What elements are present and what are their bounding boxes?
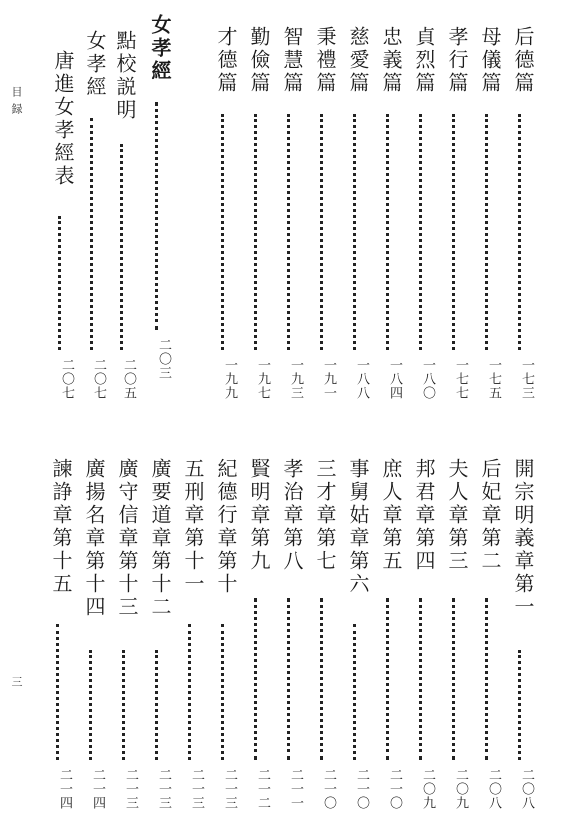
entry-title: 孝行篇 <box>445 26 469 95</box>
entry-title: 唐進女孝經表 <box>51 50 75 188</box>
entry-title: 庶人章第五 <box>379 458 403 573</box>
page-number: 二〇八 <box>519 768 534 810</box>
dot-leader <box>221 114 224 350</box>
entry-title: 點校説明 <box>113 30 137 122</box>
entry-title: 秉禮篇 <box>313 26 337 95</box>
page-number: 二一三 <box>123 768 138 810</box>
dot-leader <box>419 114 422 350</box>
entry-title: 賢明章第九 <box>247 458 271 573</box>
dot-leader <box>155 102 158 330</box>
dot-leader <box>386 114 389 350</box>
page-number: 二〇九 <box>420 768 435 810</box>
page-number: 二一三 <box>222 768 237 810</box>
dot-leader <box>518 650 521 760</box>
dot-leader <box>254 114 257 350</box>
entry-title: 開宗明義章第一 <box>511 458 535 619</box>
dot-leader <box>485 598 488 760</box>
dot-leader <box>419 598 422 760</box>
entry-title: 忠義篇 <box>379 26 403 95</box>
side-label: 目録 <box>10 86 23 120</box>
dot-leader <box>120 144 123 350</box>
page-number: 二〇九 <box>453 768 468 810</box>
dot-leader <box>58 216 61 350</box>
page-number: 二〇七 <box>59 358 74 400</box>
entry-title: 廣守信章第十三 <box>115 458 139 619</box>
folio-number: 三 <box>10 676 23 693</box>
dot-leader <box>287 598 290 760</box>
page-number: 一七七 <box>453 358 468 400</box>
entry-title: 廣揚名章第十四 <box>82 458 106 619</box>
page-number: 二一四 <box>90 768 105 810</box>
page-number: 二〇五 <box>121 358 136 400</box>
page-number: 一九九 <box>222 358 237 400</box>
entry-title: 智慧篇 <box>280 26 304 95</box>
dot-leader <box>320 598 323 760</box>
page-number: 二一一 <box>288 768 303 810</box>
entry-title: 事舅姑章第六 <box>346 458 370 596</box>
dot-leader <box>155 650 158 760</box>
page-number: 二一三 <box>156 768 171 810</box>
entry-title: 才德篇 <box>214 26 238 95</box>
page-number: 二〇三 <box>156 338 171 380</box>
dot-leader <box>353 624 356 760</box>
entry-title: 諫諍章第十五 <box>49 458 73 596</box>
page-number: 二一〇 <box>387 768 402 810</box>
entry-title: 廣要道章第十二 <box>148 458 172 619</box>
page-number: 二一〇 <box>321 768 336 810</box>
page-number: 二一四 <box>57 768 72 810</box>
page-number: 一九七 <box>255 358 270 400</box>
dot-leader <box>353 114 356 350</box>
dot-leader <box>89 650 92 760</box>
dot-leader <box>386 598 389 760</box>
dot-leader <box>221 624 224 760</box>
dot-leader <box>287 114 290 350</box>
page-number: 二一〇 <box>354 768 369 810</box>
dot-leader <box>452 598 455 760</box>
dot-leader <box>56 624 59 760</box>
page-number: 一八八 <box>354 358 369 400</box>
page-number: 一九一 <box>321 358 336 400</box>
entry-title: 三才章第七 <box>313 458 337 573</box>
page-number: 一七三 <box>519 358 534 400</box>
page-number: 二一二 <box>255 768 270 810</box>
page-number: 二〇八 <box>486 768 501 810</box>
page-number: 一七五 <box>486 358 501 400</box>
entry-title: 夫人章第三 <box>445 458 469 573</box>
entry-title: 女孝經 <box>148 14 172 83</box>
dot-leader <box>122 650 125 760</box>
dot-leader <box>518 114 521 350</box>
entry-title: 紀德行章第十 <box>214 458 238 596</box>
entry-title: 勤儉篇 <box>247 26 271 95</box>
entry-title: 慈愛篇 <box>346 26 370 95</box>
page-number: 二〇七 <box>91 358 106 400</box>
dot-leader <box>90 118 93 350</box>
entry-title: 邦君章第四 <box>412 458 436 573</box>
page-number: 一八〇 <box>420 358 435 400</box>
page-number: 一九三 <box>288 358 303 400</box>
entry-title: 后德篇 <box>511 26 535 95</box>
dot-leader <box>254 598 257 760</box>
dot-leader <box>452 114 455 350</box>
page-number: 一八四 <box>387 358 402 400</box>
entry-title: 后妃章第二 <box>478 458 502 573</box>
entry-title: 貞烈篇 <box>412 26 436 95</box>
entry-title: 孝治章第八 <box>280 458 304 573</box>
dot-leader <box>485 114 488 350</box>
dot-leader <box>320 114 323 350</box>
entry-title: 女孝經 <box>83 30 107 99</box>
entry-title: 五刑章第十一 <box>181 458 205 596</box>
dot-leader <box>188 624 191 760</box>
page-number: 二一三 <box>189 768 204 810</box>
entry-title: 母儀篇 <box>478 26 502 95</box>
